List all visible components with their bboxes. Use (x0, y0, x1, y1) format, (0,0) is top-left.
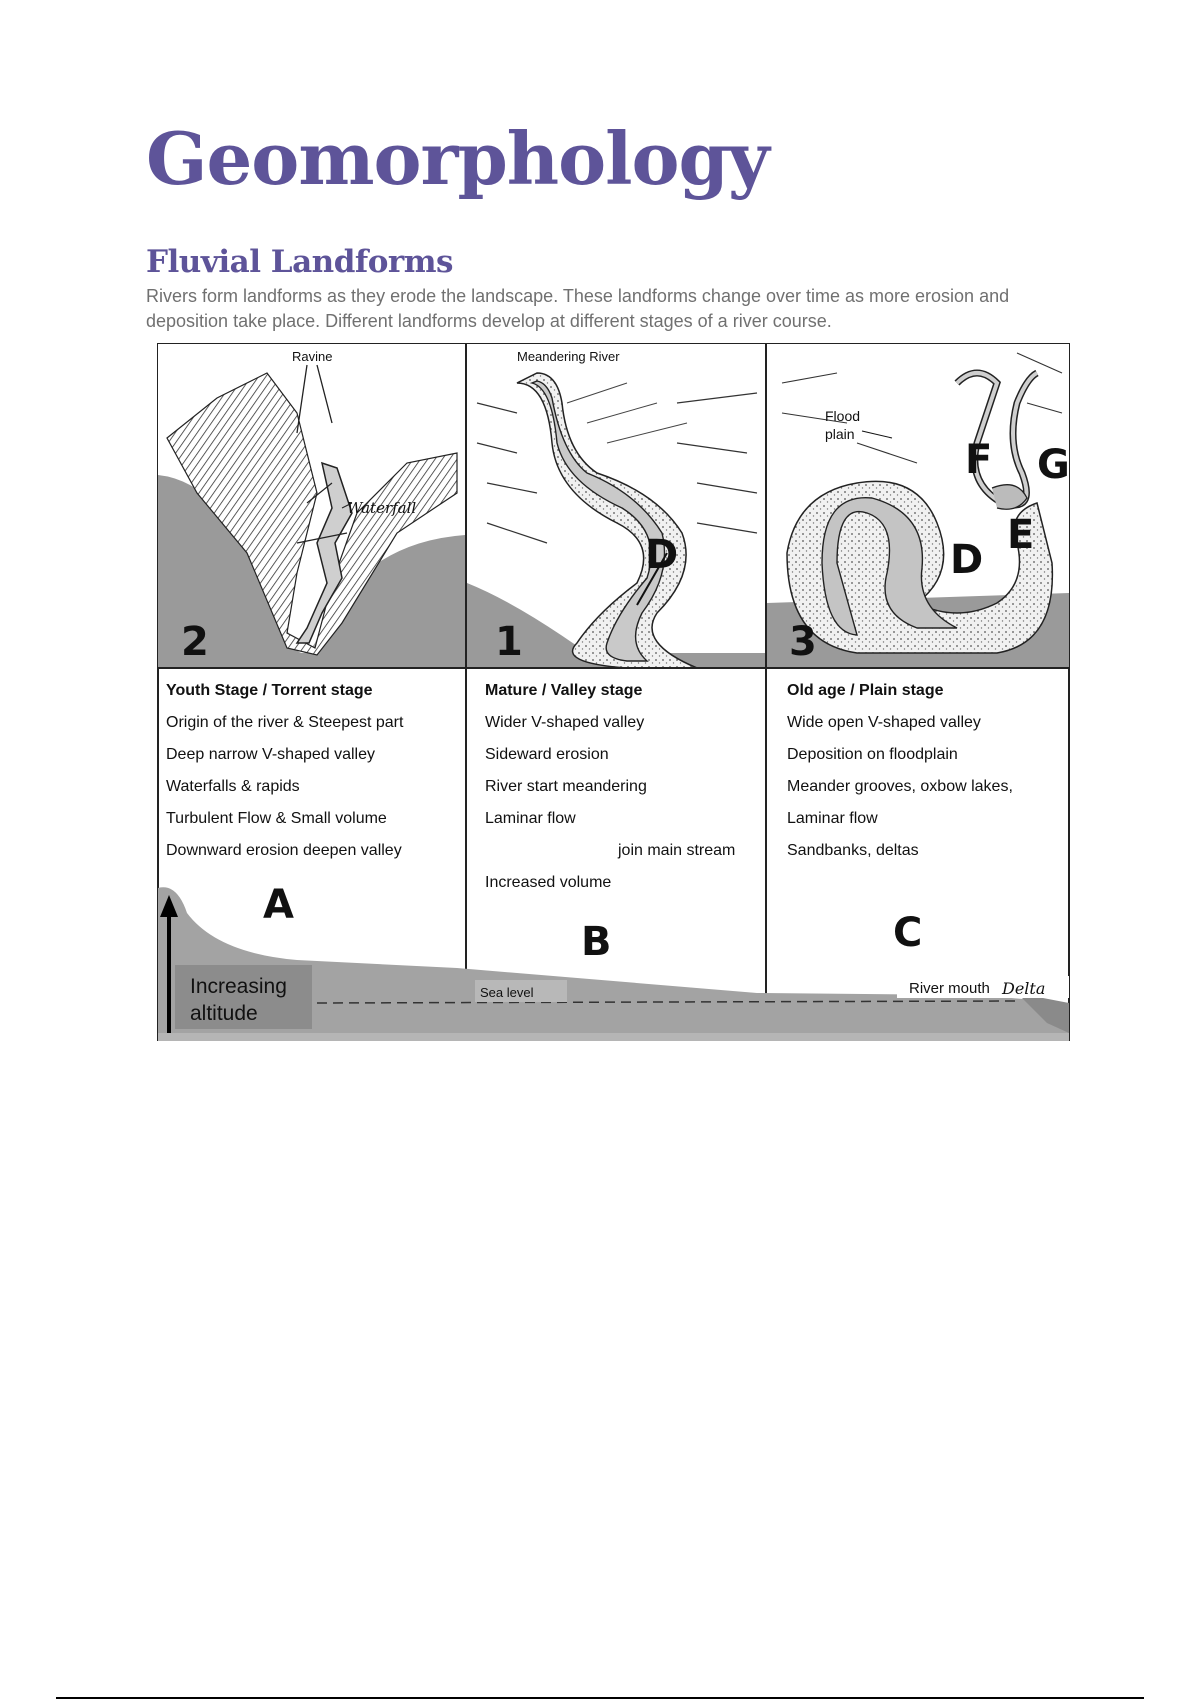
mature-line: Laminar flow (485, 810, 576, 827)
stage-number-3: 3 (789, 619, 817, 665)
stage-letter-a: A (263, 882, 294, 928)
old-line: Wide open V-shaped valley (787, 714, 981, 731)
river-stages-diagram (157, 343, 1070, 1045)
flood-plain-label-line1: Flood (825, 408, 861, 424)
stage-letter-b: B (581, 919, 612, 965)
landform-letter-e: E (1007, 512, 1035, 558)
youth-line: Waterfalls & rapids (166, 778, 300, 795)
stage-number-2: 2 (181, 619, 209, 665)
sea-level-label: Sea level (480, 985, 534, 1000)
waterfall-label: Waterfall (347, 499, 417, 517)
mature-line: Sideward erosion (485, 746, 609, 763)
youth-line: Origin of the river & Steepest part (166, 714, 404, 731)
altitude-label-line2: altitude (190, 1002, 258, 1025)
stage-letter-c: C (893, 910, 923, 956)
landform-letter-d-mature: D (645, 532, 679, 578)
ravine-label: Ravine (292, 349, 333, 364)
mature-join-text: join main stream (618, 842, 736, 859)
old-line: Meander grooves, oxbow lakes, (787, 778, 1013, 795)
mature-heading: Mature / Valley stage (485, 682, 643, 699)
old-line: Deposition on floodplain (787, 746, 958, 763)
mature-line: River start meandering (485, 778, 647, 795)
intro-paragraph: Rivers form landforms as they erode the landscape. These landforms change over time as more erosion and deposition take place. Different landforms develop at different stages of a river course. (146, 286, 1010, 331)
landform-letter-f: F (965, 437, 993, 483)
old-line: Sandbanks, deltas (787, 842, 919, 859)
landform-letter-g: G (1037, 442, 1070, 488)
youth-line: Turbulent Flow & Small volume (166, 810, 387, 827)
delta-label: Delta (1002, 979, 1046, 998)
flood-plain-label-line2: plain (825, 426, 855, 442)
section-title: Fluvial Landforms (146, 244, 453, 280)
altitude-label-line1: Increasing (190, 975, 287, 998)
mature-volume-text: Increased volume (485, 874, 612, 891)
old-heading: Old age / Plain stage (787, 682, 944, 699)
meandering-river-label: Meandering River (517, 349, 620, 364)
youth-heading: Youth Stage / Torrent stage (166, 682, 373, 699)
footer-rule (56, 1697, 1144, 1699)
stage-number-1: 1 (495, 619, 523, 665)
youth-line: Deep narrow V-shaped valley (166, 746, 376, 763)
page-title: Geomorphology (146, 116, 769, 201)
river-mouth-label: River mouth (909, 980, 990, 997)
youth-line: Downward erosion deepen valley (166, 842, 402, 859)
old-line: Laminar flow (787, 810, 878, 827)
mature-line: Wider V-shaped valley (485, 714, 645, 731)
landform-letter-d-old: D (950, 537, 984, 583)
